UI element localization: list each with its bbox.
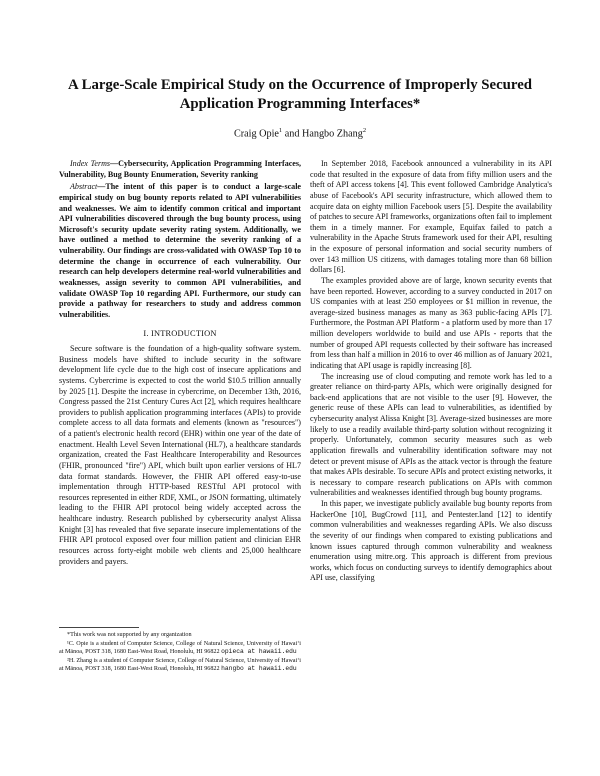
author-conjunction: and <box>284 128 300 140</box>
author-2-affiliation-mark: 2 <box>362 127 367 134</box>
footnote-author-1 <box>59 640 301 656</box>
intro-paragraph-4: The increasing use of cloud computing and remote work has led to a greater reliance on third-party APIs, which were originally designed for back-end applications that are not visible to the user [9]. However, the generic reuse of these APIs can lead to vulnerabilities, as identified by cybersecurity analyst Alissa Knight [3]. Average-sized businesses are more likely to use a readily available third-party solution without recognizing it properly. Unfortunately, common security measures such as web application firewalls and vulnerability identification software may not detect or prevent misuse of APIs as the attack vector is through the feature that makes APIs desirable. To secure APIs and protect existing networks, it is necessary to compare research publications on APIs with common vulnerabilities and weaknesses identified through bug bounty programs. <box>310 371 552 498</box>
footnotes <box>59 631 301 674</box>
footnote-author-1-email: opieca at hawaii.edu <box>221 648 297 655</box>
author-2: Hangbo Zhang <box>301 128 363 140</box>
footnote-author-1-text: ¹C. Opie is a student of Computer Science, College of Natural Science, University of Hawaiʻi at Mānoa, POST 318, 1680 East-West Road, Honolulu, HI 96822 <box>59 641 301 655</box>
index-terms-label: Index Terms <box>70 159 111 168</box>
author-1-affiliation-mark: 1 <box>278 127 283 134</box>
right-column <box>310 159 552 584</box>
author-line <box>40 124 560 140</box>
intro-paragraph-1: Secure software is the foundation of a high-quality software system. Business models have shifted to include security in the software development life cycle due to the high cost of insecure applications and systems. Cybercrime is expected to cost the world $10.5 trillion annually by 2025 [1]. Despite the increase in cybercrime, on December 13th, 2016, Congress passed the 21st Century Cures Act [2], which requires healthcare providers to publish application programming interfaces (APIs) to provide complete access to all data formats and elements (known as "resources") of a patient's electronic health record (EHR) within one year of the date of enactment. Health Level Seven International (HL7), a healthcare standards organization, created the Fast Healthcare Interoperability and Resources (FHIR, pronounced "fire") API, which built upon earlier versions of HL7 data format standards. However, the FHIR API offered easy-to-use implementation through HTTP-based RESTful API protocol with resources represented in either RDF, XML, or JSON formatting, ultimately leading to the FHIR API protocol being widely accepted across the healthcare industry. Research published by cybersecurity analyst Alissa Knight [3] has revealed that five separate insecure implementations of the FHIR API protocol exposed over four million patient and clinician EHR resources across forty-eight mobile web clients and 25,000 healthcare providers and payers. <box>59 344 301 566</box>
footnote-author-2-email: hangbo at hawaii.edu <box>221 665 297 672</box>
footnote-author-2-text: ²H. Zhang is a student of Computer Science, College of Natural Science, University of Hawaiʻi at Mānoa, POST 318, 1680 East-West Road, Honolulu, HI 96822 <box>59 658 301 672</box>
abstract-label: Abstract <box>70 182 98 192</box>
paper-title: A Large-Scale Empirical Study on the Occurrence of Improperly Secured Application Programming Interfaces* <box>68 77 532 112</box>
author-1: Craig Opie <box>233 128 279 140</box>
intro-paragraph-3: The examples provided above are of large, known security events that have been reported. However, according to a survey conducted in 2017 on US companies with at least 250 employees or $1 million in revenue, the average-sized business manages as many as 363 public-facing APIs [7]. Furthermore, the Postman API Platform - a platform used by more than 17 million developers worldwide to build and use APIs - reports that the number of grouped API requests collected by their software has increased from less than half a million in 2016 to over 46 million as of January 2021, indicating that API usage is rapidly increasing [8]. <box>310 275 552 370</box>
footnote-funding: *This work was not supported by any organization <box>67 632 192 638</box>
abstract-text: —The intent of this paper is to conduct a large-scale empirical study on bug bounty reports related to API vulnerabilities and weaknesses. We aim to identify common critical and important API vulnerabilities discovered through the bug bounty process, using Microsoft's security update severity rating system. Additionally, we have outlined a method to determine the severity ranking of a vulnerability. Our findings are cross-validated with OWASP Top 10 to determine the change in occurrence of each vulnerability. Our research can help developers determine real-world vulnerabilities and weaknesses, assign severity to common API vulnerabilities, and validate OWASP Top 10 regarding API. Furthermore, our study can provide a pathway for researchers to study and address common vulnerabilities. <box>59 182 301 319</box>
abstract <box>59 182 301 320</box>
index-terms-text: —Cybersecurity, Application Programming Interfaces, Vulnerability, Bug Bounty Enumeration, Severity ranking <box>59 159 301 179</box>
footnote-author-2 <box>59 657 301 673</box>
section-heading-introduction: I. INTRODUCTION <box>143 329 217 339</box>
intro-paragraph-5: In this paper, we investigate publicly available bug bounty reports from HackerOne [10], BugCrowd [11], and Pentester.land [12] to identify common vulnerabilities and weaknesses regarding APIs. We also discuss the severity of our findings when compared to existing publications and known issues captured through common vulnerability and weakness enumeration using mitre.org. This approach is different from previous works, which focus on conducting surveys to identify demographics about API use, classifying <box>310 499 552 583</box>
intro-paragraph-2: In September 2018, Facebook announced a vulnerability in its API code that resulted in the exposure of data from fifty million users and the theft of API access tokens [4]. This event followed Cambridge Analytica's abuse of Facebook's API security infrastructure, which allowed them to acquire data on eighty million Facebook users [5]. Despite the availability of patches to secure API frameworks, organizations often fail to implement them in a timely manner. For example, Equifax failed to patch a vulnerability in the Apache Struts framework used for their API, resulting in the exposure of personal information and social security numbers of over 143 million US citizens, with damages totaling more than 68 billion dollars [6]. <box>310 159 552 275</box>
footnote-rule <box>59 627 139 628</box>
index-terms <box>59 159 301 180</box>
left-column <box>59 159 301 567</box>
